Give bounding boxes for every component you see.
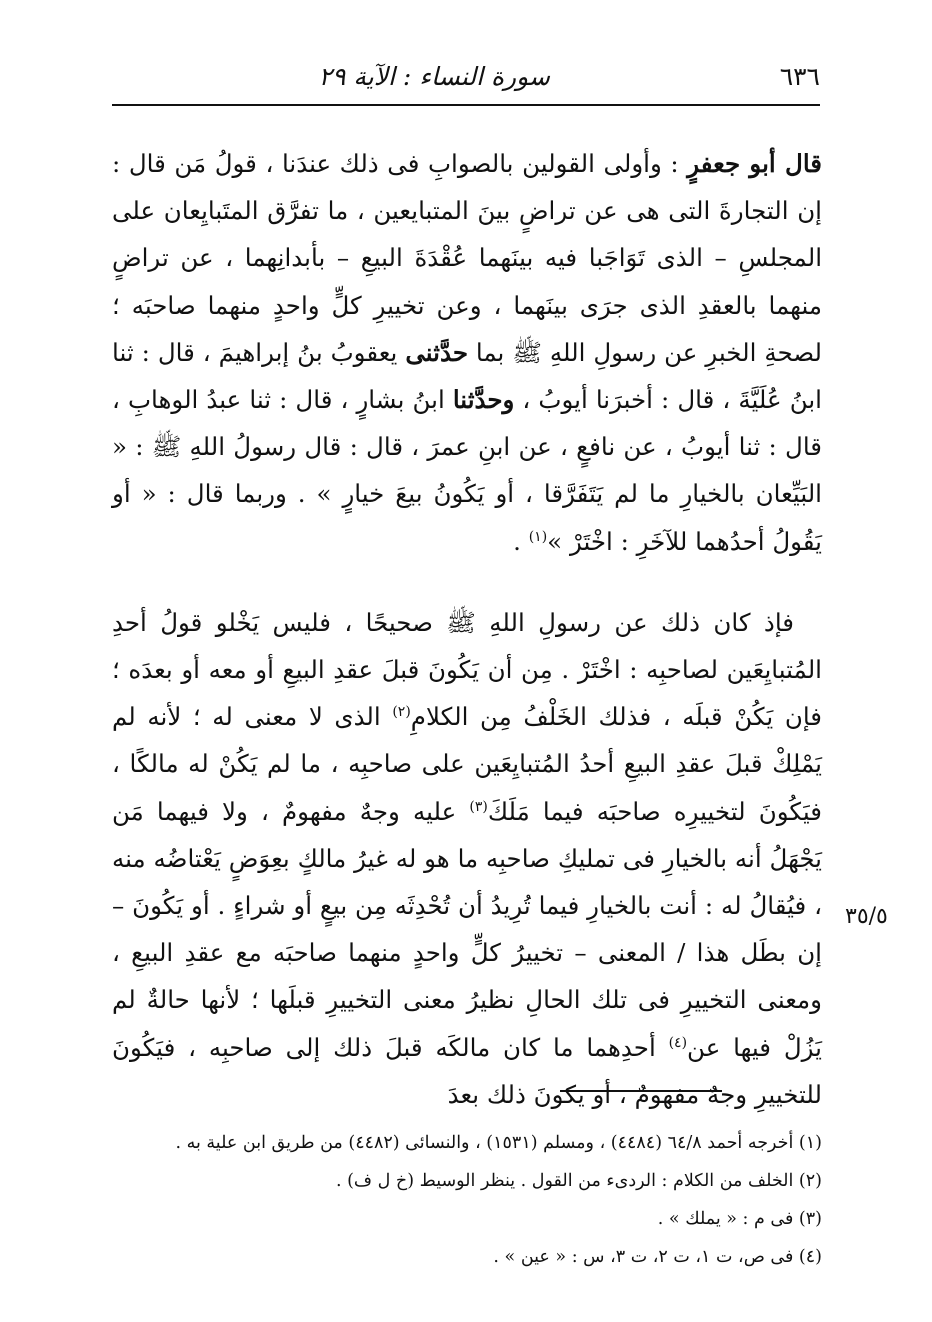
main-text bbox=[112, 140, 822, 1118]
footnote-marker: (٣) bbox=[469, 798, 488, 815]
margin-reference: ٣٥/٥ bbox=[845, 904, 888, 929]
text-run: يعقوبُ بنُ إبراهيمَ ، قال : ثنا ابنُ عُلَيَّةَ ، قال : أخبرَنا أيوبُ ، bbox=[112, 337, 822, 415]
footnote: (١) أخرجه أحمد ٦٤/٨ (٤٤٨٤) ، ومسلم (١٥٣١) ، والنسائى (٤٤٨٢) من طريق ابن علية به . bbox=[175, 1133, 822, 1153]
text-run: . bbox=[513, 526, 529, 556]
footnote: (٤) فى ص، ت ١، ت ٢، ت ٣، س : « عين » . bbox=[493, 1247, 822, 1267]
footnote-rule bbox=[560, 1090, 722, 1092]
text-run: : وأولى القولين بالصوابِ فى ذلك عندَنا ، قولُ مَن قال : إن التجارةَ التى هى عن تراضٍ بينَ المتبايعين ، ما تفرَّق المتَبايِعان على المجلسِ – الذى تَوَاجَبا فيه بينَهما عُقْدَةَ البيعِ – بأبدانِهما ، عن تراضٍ منهما بالعقدِ الذى جرَى بينَهما ، وعن تخييرِ كلٍّ واحدٍ منهما صاحبَه ؛ لصحةِ الخبرِ عن رسولِ اللهِ ﷺ بما bbox=[112, 149, 822, 367]
footnotes bbox=[112, 1124, 822, 1276]
text-run: الذى لا معنى له ؛ لأنه لم يَمْلِكْ قبلَ عقدِ البيعِ أحدُ المُتبايِعَين على صاحبِه ، ما لم يَكُنْ له مالكًا ، فيَكُونَ لتخييرِه صاحبَه فيما مَلَكَ bbox=[112, 702, 823, 826]
isnad-term: وحدَّثنا bbox=[452, 385, 515, 415]
header-rule bbox=[112, 104, 820, 106]
footnote-marker: (٢) bbox=[392, 704, 411, 721]
paragraph-2 bbox=[112, 599, 822, 1118]
running-title: سورة النساء : الآية ٢٩ bbox=[318, 62, 550, 91]
paragraph-1 bbox=[112, 140, 822, 565]
footnote-marker: (١) bbox=[528, 528, 548, 545]
footnote: (٣) فى م : « يملك » . bbox=[657, 1209, 822, 1229]
footnote-marker: (٤) bbox=[668, 1034, 688, 1051]
running-header bbox=[112, 58, 820, 98]
speaker-name: قال أبو جعفرٍ bbox=[687, 149, 822, 178]
page-number: ٦٣٦ bbox=[779, 62, 820, 91]
footnote: (٢) الخلف من الكلام : الردىء من القول . ينظر الوسيط (خ ل ف) . bbox=[335, 1171, 822, 1191]
text-run: أحدِهما ما كان مالكَه قبلَ ذلك إلى صاحبِه ، فيَكُونَ للتخييرِ وجهٌ مفهومٌ ، أو يكونَ ذلك بعدَ bbox=[112, 1032, 822, 1109]
isnad-term: حدَّثنى bbox=[405, 337, 468, 367]
text-run: ابنُ بشارٍ ، قال : ثنا عبدُ الوهابِ ، قال : ثنا أيوبُ ، عن نافعٍ ، عن ابنِ عمرَ ، قال : قال رسولُ اللهِ ﷺ : « البَيِّعان بالخيارِ ما لم يَتَفَرَّقا ، أو يَكُونُ بيعَ خيارٍ » . وربما قال : « أو يَقُولُ أحدُهما للآخَرِ : اخْتَرْ » bbox=[112, 385, 822, 556]
text-run: فإذ كان ذلك عن رسولِ اللهِ ﷺ صحيحًا ، فليس يَخْلو قولُ أحدِ المُتبايِعَين لصاحبِه : اخْتَرْ . مِن أن يَكُونَ قبلَ عقدِ البيعِ أو معه أو بعدَه ؛ فإن يَكُنْ قبلَه ، فذلك الخَلْفُ مِن الكلامِ bbox=[112, 607, 822, 732]
text-run: عليه وجهٌ مفهومٌ ، ولا فيهما مَن يَجْهَلُ أنه بالخيارِ فى تمليكِ صاحبِه ما هو له غيرُ مالكٍ بعِوَضٍ يَعْتاضُه منه ، فيُقالُ له : أنت بالخيارِ فيما تُرِيدُ أن تُحْدِثَه مِن بيعٍ أو شراءٍ . أو يَكُونَ – إن بطَل هذا / المعنى – تخييرُ كلٍّ واحدٍ منهما صاحبَه مع عقدِ البيعِ ، ومعنى التخييرِ فى تلك الحالِ نظيرُ معنى التخييرِ قبلَها ؛ لأنها حالةٌ لم يَزُلْ فيها عن bbox=[112, 796, 822, 1062]
